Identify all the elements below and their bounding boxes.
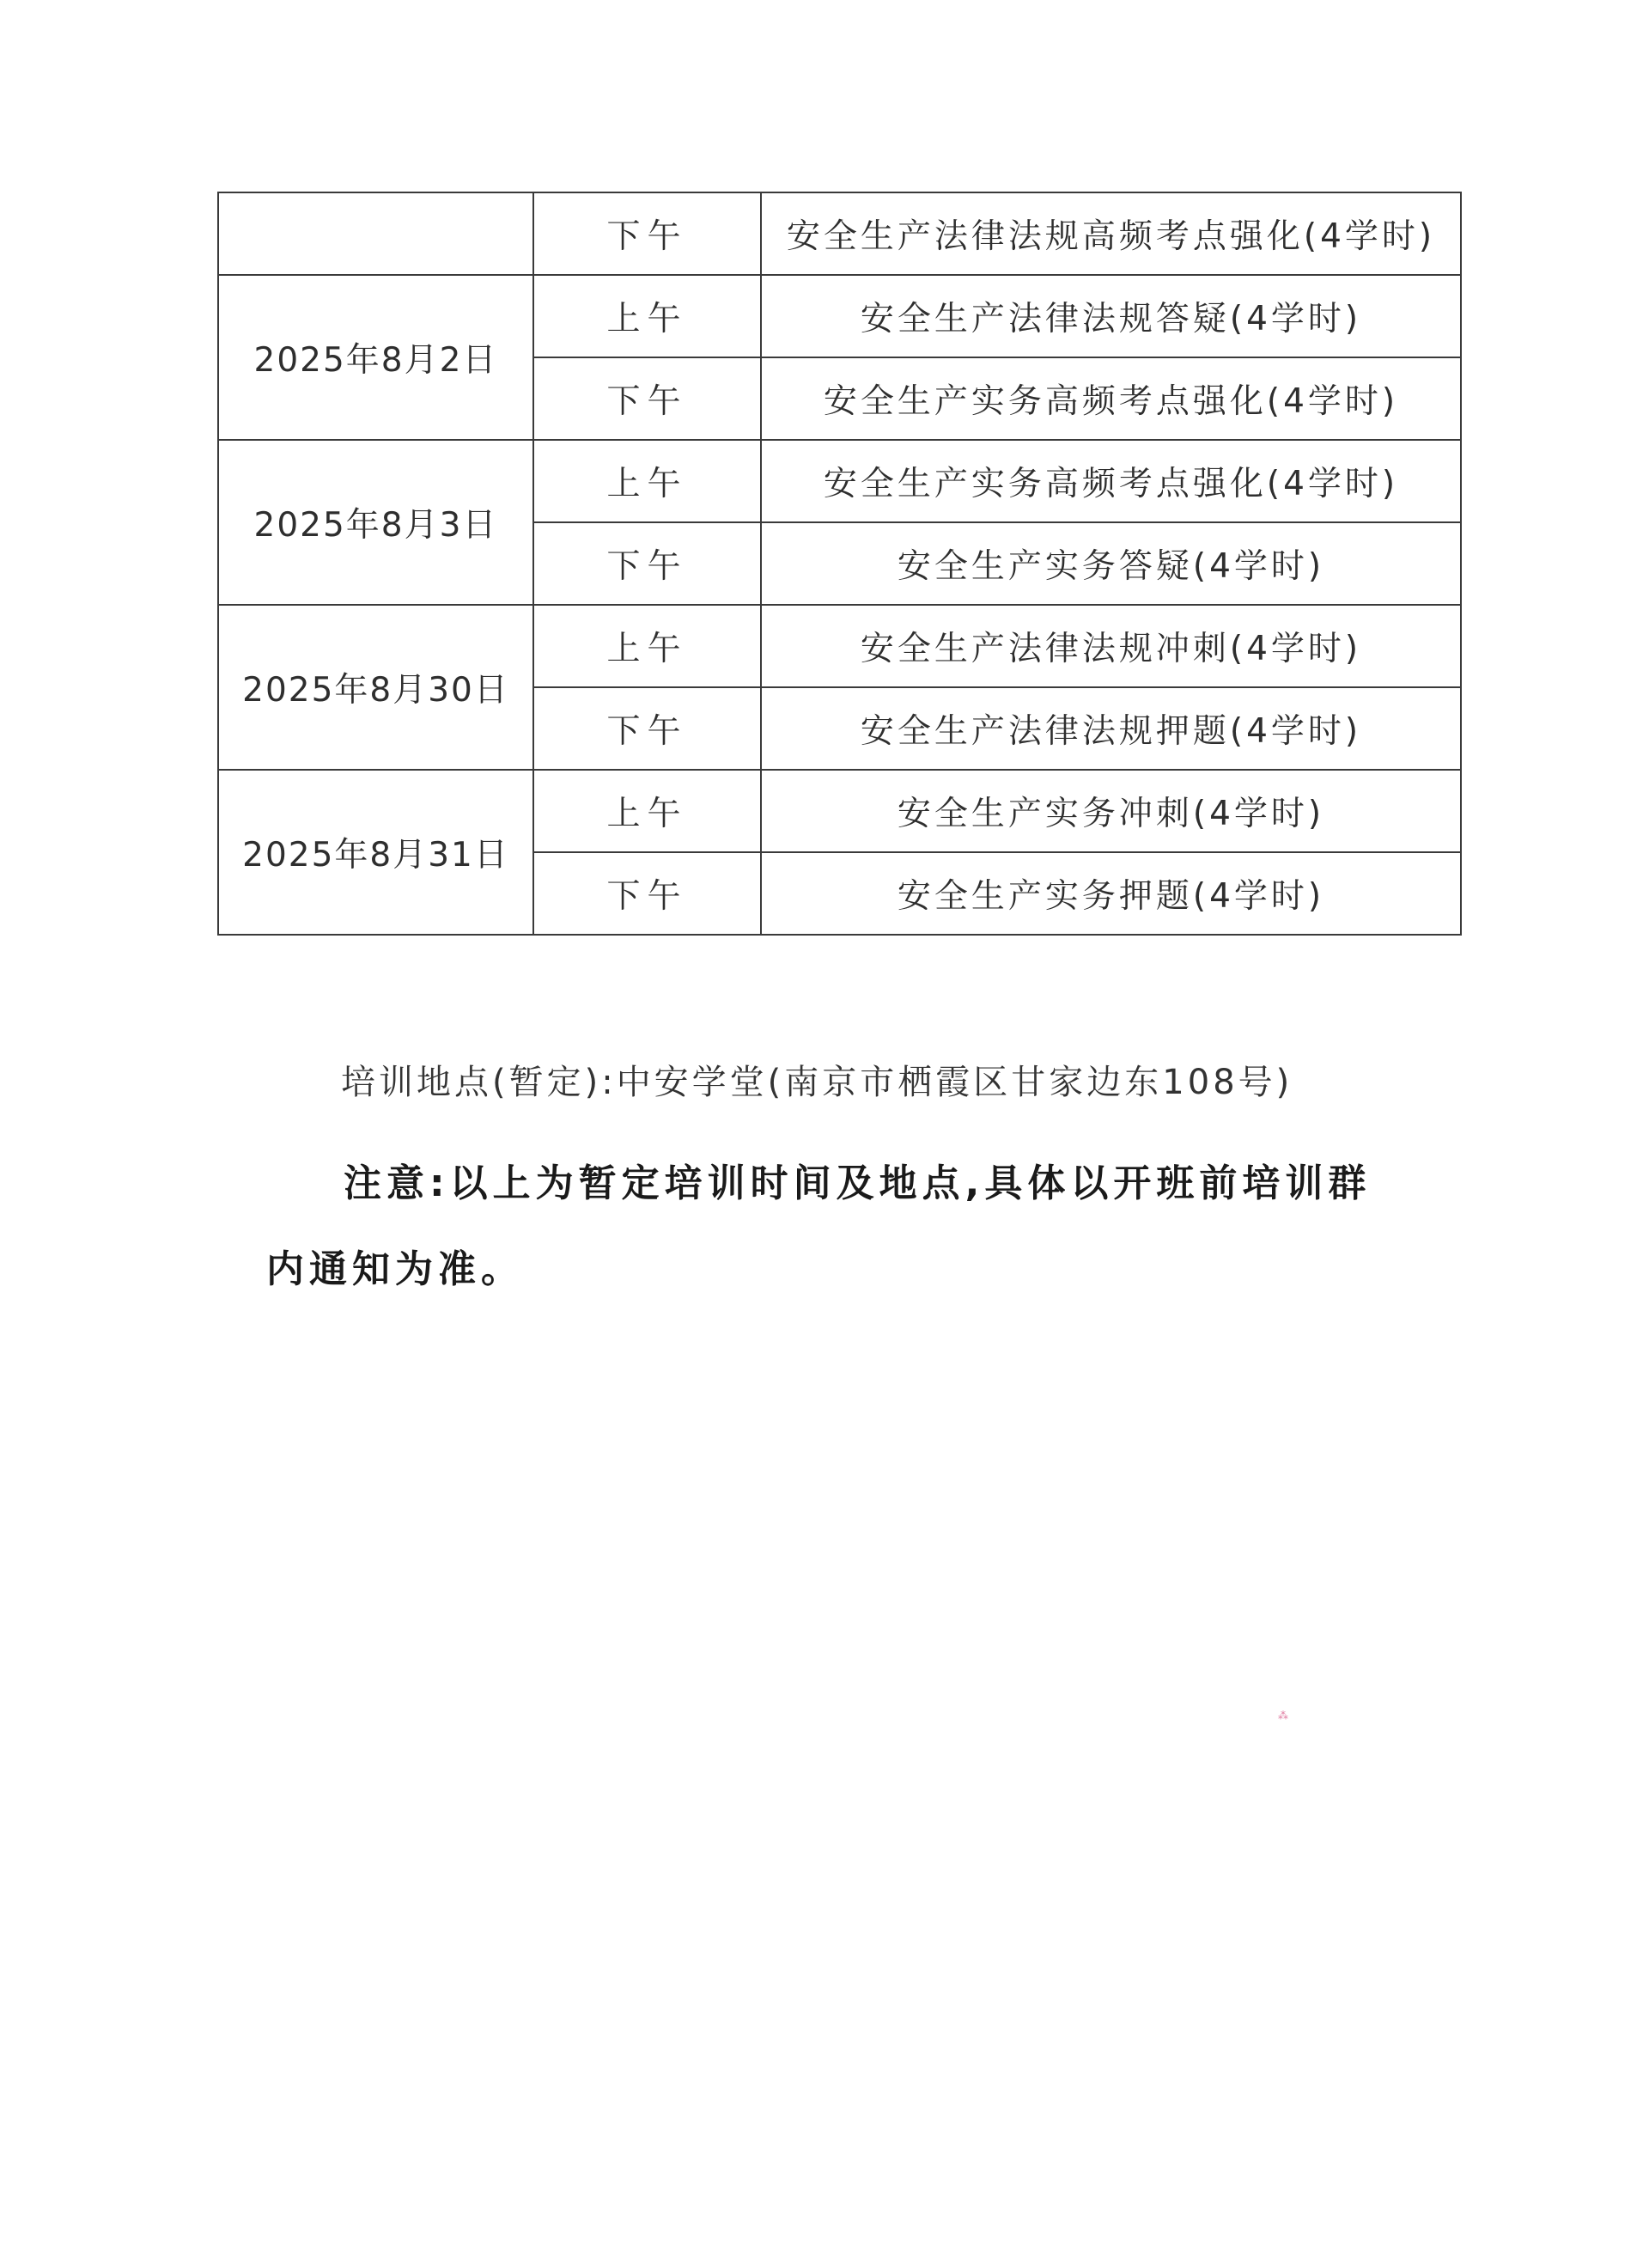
date-cell: 2025年8月3日: [218, 440, 533, 605]
date-cell: [218, 192, 533, 275]
table-row: [218, 440, 1461, 522]
course-cell: 安全生产实务冲刺(4学时): [761, 770, 1461, 852]
period-cell: 下午: [533, 852, 761, 935]
date-cell: 2025年8月31日: [218, 770, 533, 935]
date-cell: 2025年8月2日: [218, 275, 533, 440]
course-cell: 安全生产实务答疑(4学时): [761, 522, 1461, 605]
location-label: 培训地点(暂定):: [341, 1063, 617, 1102]
notice-body: 以上为暂定培训时间及地点,具体以开班前培训群内通知为准。: [266, 1161, 1372, 1291]
period-cell: 上午: [533, 770, 761, 852]
course-cell: 安全生产法律法规高频考点强化(4学时): [761, 192, 1461, 275]
course-cell: 安全生产实务高频考点强化(4学时): [761, 440, 1461, 522]
table-row: [218, 605, 1461, 687]
table-row: [218, 770, 1461, 852]
schedule-table: [217, 192, 1462, 936]
course-cell: 安全生产法律法规冲刺(4学时): [761, 605, 1461, 687]
course-cell: 安全生产实务押题(4学时): [761, 852, 1461, 935]
period-cell: 下午: [533, 687, 761, 770]
period-cell: 上午: [533, 605, 761, 687]
course-cell: 安全生产法律法规押题(4学时): [761, 687, 1461, 770]
scan-speck-mark: ⁂: [1278, 1710, 1288, 1722]
period-cell: 下午: [533, 357, 761, 440]
notice-head: 注意:: [344, 1161, 450, 1205]
course-cell: 安全生产法律法规答疑(4学时): [761, 275, 1461, 357]
table-row: [218, 275, 1461, 357]
period-cell: 上午: [533, 275, 761, 357]
location-value: 中安学堂(南京市栖霞区甘家边东108号): [616, 1063, 1293, 1102]
training-location: [341, 1055, 1293, 1104]
period-cell: 下午: [533, 522, 761, 605]
notice-paragraph: [266, 1141, 1409, 1313]
course-cell: 安全生产实务高频考点强化(4学时): [761, 357, 1461, 440]
period-cell: 下午: [533, 192, 761, 275]
date-cell: 2025年8月30日: [218, 605, 533, 770]
period-cell: 上午: [533, 440, 761, 522]
table-row: [218, 192, 1461, 275]
